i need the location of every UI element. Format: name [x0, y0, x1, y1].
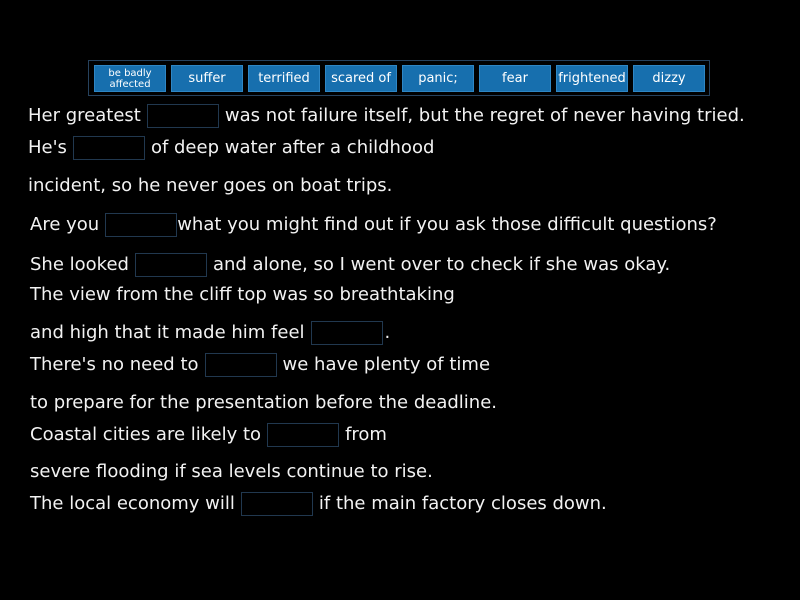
sentence-text: incident, so he never goes on boat trips.: [28, 175, 393, 196]
sentence-text: to prepare for the presentation before the deadline.: [30, 392, 498, 413]
answer-blank[interactable]: [105, 213, 177, 237]
sentence-line: [30, 423, 387, 447]
sentence-line: [30, 392, 497, 413]
answer-blank[interactable]: [205, 353, 277, 377]
answer-blank[interactable]: [241, 492, 313, 516]
word-tile[interactable]: terrified: [248, 65, 320, 92]
sentence-text: and high that it made him feel: [30, 322, 305, 343]
sentence-text: The view from the cliff top was so breathtaking: [30, 284, 455, 305]
sentence-line: [30, 284, 455, 305]
word-tile[interactable]: panic;: [402, 65, 474, 92]
sentence-text: .: [384, 322, 391, 343]
sentence-text: She looked: [30, 254, 129, 275]
word-tile[interactable]: fear: [479, 65, 551, 92]
sentence-text: severe flooding if sea levels continue to rise.: [30, 461, 433, 482]
answer-blank[interactable]: [135, 253, 207, 277]
word-bank: [88, 60, 710, 96]
sentence-text: of deep water after a childhood: [150, 137, 435, 158]
sentence-text: we have plenty of time: [282, 354, 491, 375]
sentence-line: [30, 253, 670, 277]
answer-blank[interactable]: [73, 136, 145, 160]
answer-blank[interactable]: [267, 423, 339, 447]
sentence-line: [30, 213, 717, 237]
sentence-line: [28, 136, 434, 160]
sentence-line: [30, 492, 607, 516]
sentence-text: Her greatest: [28, 105, 141, 126]
sentence-text: from: [345, 424, 387, 445]
word-tile[interactable]: be badly affected: [94, 65, 166, 92]
word-tile[interactable]: scared of: [325, 65, 397, 92]
word-tile[interactable]: frightened: [556, 65, 628, 92]
sentence-text: and alone, so I went over to check if she was okay.: [212, 254, 671, 275]
sentence-line: [30, 353, 490, 377]
word-tile[interactable]: dizzy: [633, 65, 705, 92]
sentence-text: He's: [28, 137, 67, 158]
sentence-text: Are you: [30, 214, 100, 235]
answer-blank[interactable]: [311, 321, 383, 345]
word-tile[interactable]: suffer: [171, 65, 243, 92]
answer-blank[interactable]: [147, 104, 219, 128]
sentence-line: [30, 461, 433, 482]
sentence-line: [30, 321, 390, 345]
sentence-text: was not failure itself, but the regret of never having tried.: [224, 105, 745, 126]
sentence-text: There's no need to: [30, 354, 199, 375]
sentence-text: if the main factory closes down.: [318, 493, 607, 514]
sentence-line: [28, 175, 392, 196]
sentence-text: Coastal cities are likely to: [30, 424, 262, 445]
sentence-line: [28, 104, 745, 128]
sentence-text: what you might find out if you ask those difficult questions?: [177, 214, 717, 235]
sentence-text: The local economy will: [30, 493, 235, 514]
